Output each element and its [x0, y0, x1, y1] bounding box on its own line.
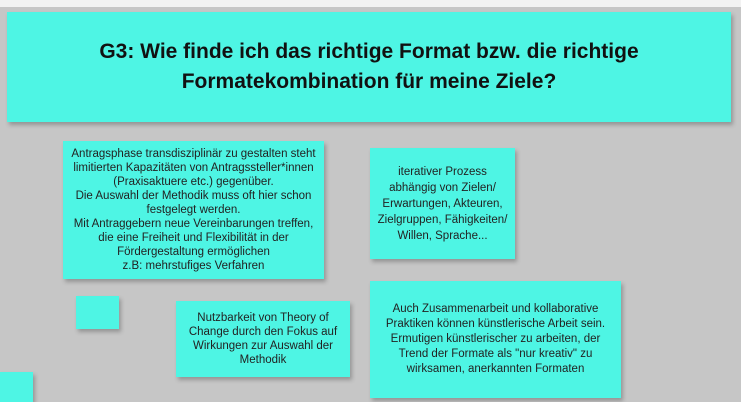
sticky-note-theory-of-change[interactable]: [176, 301, 350, 377]
board-title: G3: Wie finde ich das richtige Format bzw. die richtige Formatekombination für meine Ziele?: [99, 40, 639, 93]
sticky-note-antragsphase[interactable]: [63, 141, 324, 279]
sticky-note-text: iterativer Prozess abhängig von Zielen/ Erwartungen, Akteuren, Zielgruppen, Fähigkeiten/ Willen, Sprache...: [377, 165, 508, 242]
title-card[interactable]: [7, 12, 731, 122]
sticky-note-empty-corner[interactable]: [0, 372, 33, 402]
sticky-note-text: Auch Zusammenarbeit und kollaborative Praktiken können künstlerische Arbeit sein. Ermutigen künstlerischer zu arbeiten, der Trend der Formate als "nur kreativ" zu wirksamen, anerkannten Formaten: [385, 303, 606, 375]
sticky-note-zusammenarbeit[interactable]: [370, 281, 621, 398]
top-toolbar-strip: [0, 0, 741, 7]
sticky-note-empty[interactable]: [76, 296, 119, 329]
sticky-note-text: Antragsphase transdisziplinär zu gestalten steht limitierten Kapazitäten von Antragssteller*innen (Praxisaktuere etc.) gegenüber. Die Auswahl der Methodik muss oft hier schon festgelegt werden. Mit Antraggebern neue Vereinbarungen treffen, die eine Freiheit und Flexibilität in der Fördergestaltung ermöglichen z.B: mehrstufiges Verfahren: [71, 148, 316, 272]
sticky-note-iterativ[interactable]: [370, 148, 515, 259]
sticky-note-text: Nutzbarkeit von Theory of Change durch den Fokus auf Wirkungen zur Auswahl der Methodik: [188, 312, 338, 366]
